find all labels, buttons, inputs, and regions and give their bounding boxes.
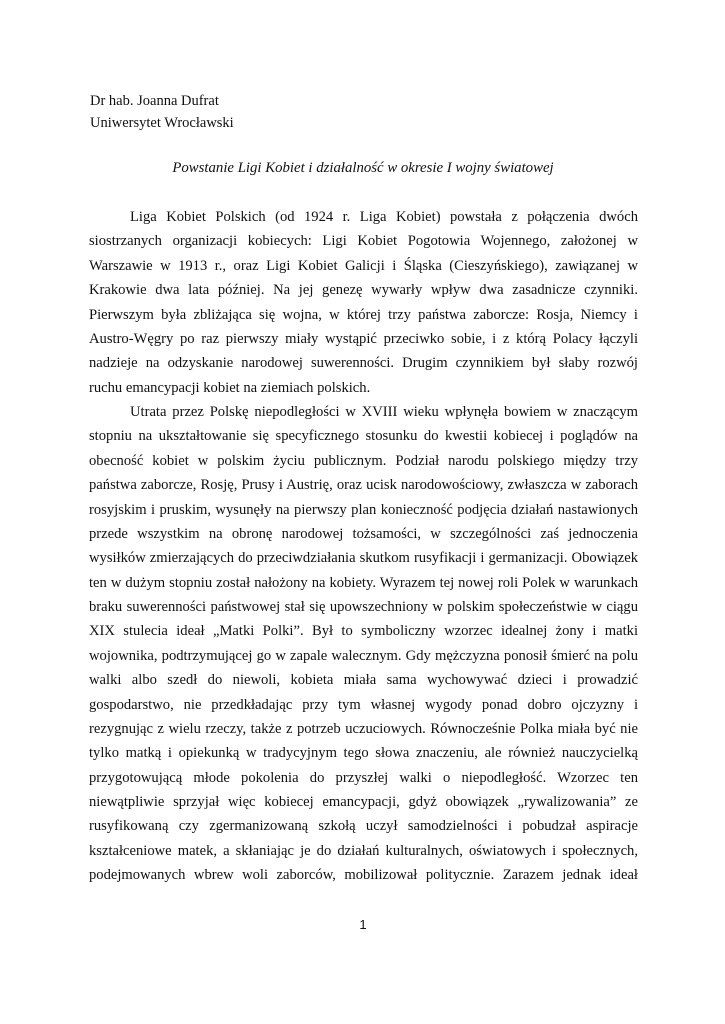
author-block xyxy=(90,90,234,134)
text-line: przede wszystkim na obronę narodowej tożsamości, w szczególności zaś jednoczenia xyxy=(89,525,638,542)
text-line: siostrzanych organizacji kobiecych: Ligi Kobiet Pogotowia Wojennego, założonej w xyxy=(89,233,638,250)
text-line: stopniu na ukształtowanie się specyficznego stosunku do kwestii kobiecej i poglądów na xyxy=(89,428,638,445)
text-line: niewątpliwie sprzyjał więc kobiecej emancypacji, gdyż obowiązek „rywalizowania” ze xyxy=(89,794,638,810)
text-line: ten w dużym stopniu został nałożony na kobiety. Wyrazem tej nowej roli Polek w warunkach xyxy=(89,574,638,591)
text-line: rosyjskim i pruskim, wysunęły na pierwszy plan konieczność podjęcia działań nastawionych xyxy=(89,501,638,518)
text-line: podejmowanych wbrew woli zaborców, mobilizował politycznie. Zarazem jednak ideał xyxy=(89,867,638,884)
paragraph-2 xyxy=(89,400,638,888)
text-line: Utrata przez Polskę niepodległości w XVIII wieku wpłynęła bowiem w znaczącym xyxy=(130,404,638,420)
text-line: gospodarstwo, nie przedkładając przy tym własnej wygody ponad dobro ojczyzny i xyxy=(89,696,638,713)
text-line: braku suwerenności państwowej stał się upowszechniony w polskim społeczeństwie w ciągu xyxy=(89,599,638,615)
text-line: walki albo szedł do niewoli, kobieta miała sama wychowywać dzieci i prowadzić xyxy=(89,672,638,689)
text-line: państwa zaborcze, Rosję, Prusy i Austrię, oraz ucisk narodowościowy, zwłaszcza w zaborach xyxy=(89,477,638,494)
text-line: kształceniowe matek, a skłaniając je do działań kulturalnych, oświatowych i społecznych, xyxy=(89,842,638,859)
text-line: Austro-Węgry po raz pierwszy miały wystąpić przeciwko sobie, i z którą Polacy łączyli xyxy=(89,330,638,347)
text-line: nadzieje na odzyskanie narodowej suwerenności. Drugim czynnikiem był słaby rozwój xyxy=(89,355,638,372)
text-line: Warszawie w 1913 r., oraz Ligi Kobiet Galicji i Śląska (Cieszyńskiego), zawiązanej w xyxy=(89,257,638,274)
author-name: Dr hab. Joanna Dufrat xyxy=(90,93,219,109)
text-line: XIX stulecia ideał „Matki Polki”. Był to symboliczny wzorzec idealnej żony i matki xyxy=(89,623,638,640)
page-number: 1 xyxy=(359,917,367,932)
text-line: przygotowującą młode pokolenia do przyszłej walki o niepodległość. Wzorzec ten xyxy=(89,769,638,786)
text-line: Liga Kobiet Polskich (od 1924 r. Liga Kobiet) powstała z połączenia dwóch xyxy=(130,209,638,225)
text-line: wojownika, podtrzymującej go w zapale walecznym. Gdy mężczyzna ponosił śmierć na polu xyxy=(89,647,638,664)
text-line: Krakowie dwa lata później. Na jej genezę wywarły wpływ dwa zasadnicze czynniki. xyxy=(89,282,638,299)
text-line: rusyfikowaną czy zgermanizowaną szkołą uczył samodzielności i pobudzał aspiracje xyxy=(89,818,638,835)
text-line: obecność kobiet w polskim życiu publicznym. Podział narodu polskiego między trzy xyxy=(89,452,638,469)
text-line: wysiłków zmierzających do przeciwdziałania skutkom rusyfikacji i germanizacji. Obowiązek xyxy=(89,550,638,567)
text-line: ruchu emancypacji kobiet na ziemiach polskich. xyxy=(89,379,371,396)
author-affiliation: Uniwersytet Wrocławski xyxy=(90,115,234,131)
text-line: rezygnując z wielu rzeczy, także z potrzeb uczuciowych. Równocześnie Polka miała być nie xyxy=(89,720,638,737)
paragraph-1 xyxy=(89,205,638,400)
text-line: Pierwszym była zbliżająca się wojna, w której trzy państwa zaborcze: Rosja, Niemcy i xyxy=(89,306,638,323)
document-title: Powstanie Ligi Kobiet i działalność w okresie I wojny światowej xyxy=(172,160,554,176)
body-text xyxy=(89,205,638,888)
text-line: tylko matką i opiekunką w tradycyjnym tego słowa znaczeniu, ale również nauczycielką xyxy=(89,745,638,762)
